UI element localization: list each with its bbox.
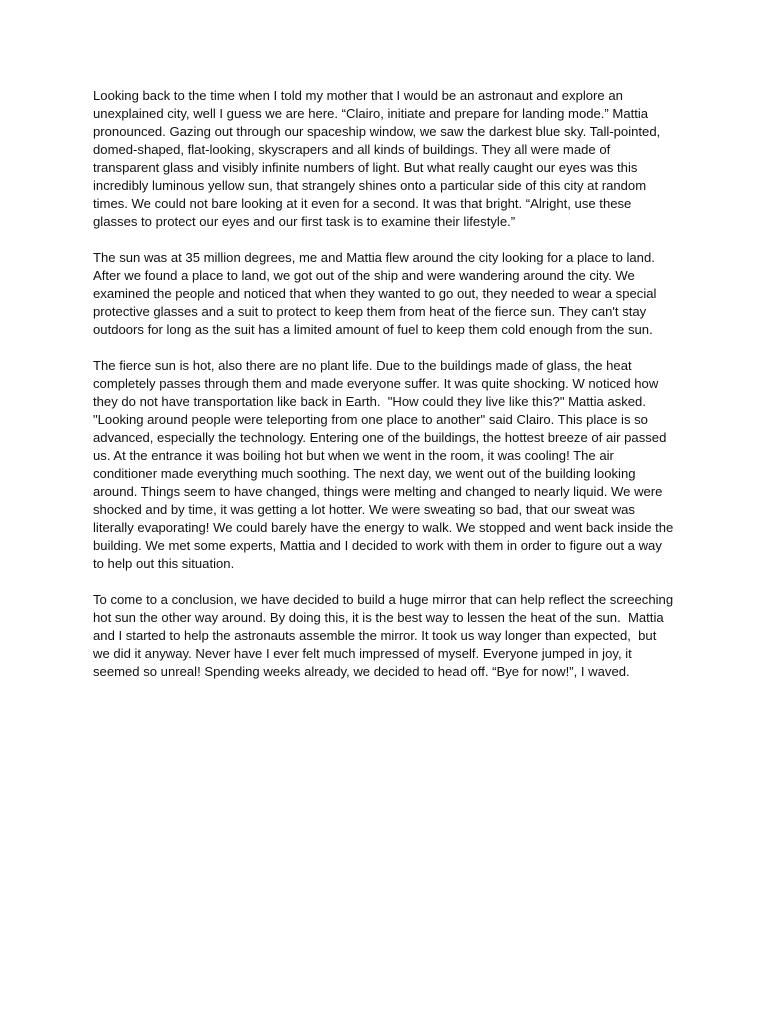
paragraph-1: Looking back to the time when I told my mother that I would be an astronaut and explore an unexplained city, well I guess we are here. “Clairo, initiate and prepare for landing mode.” Mattia pronounced. Gazing out through our spaceship window, we saw the darkest blue sky. Tall-pointed, domed-shaped, flat-looking, skyscrapers and all kinds of buildings. They all were made of transparent glass and visibly infinite numbers of light. But what really caught our eyes was this incredibly luminous yellow sun, that strangely shines onto a particular side of this city at random times. We could not bare looking at it even for a second. It was that bright. “Alright, use these glasses to protect our eyes and our first task is to examine their lifestyle.” bbox=[93, 88, 664, 229]
paragraph-3: The fierce sun is hot, also there are no plant life. Due to the buildings made of glass, the heat completely passes through them and made everyone suffer. It was quite shocking. W noticed how they do not have transportation like back in Earth. "How could they live like this?" Mattia asked. "Looking around people were teleporting from one place to another" said Clairo. This place is so advanced, especially the technology. Entering one of the buildings, the hottest breeze of air passed us. At the entrance it was boiling hot but when we went in the room, it was cooling! The air conditioner made everything much soothing. The next day, we went out of the building looking around. Things seem to have changed, things were melting and changed to nearly liquid. We were shocked and by time, it was getting a lot hotter. We were sweating so bad, that our sweat was literally evaporating! We could barely have the energy to walk. We stopped and went back inside the building. We met some experts, Mattia and I decided to work with them in order to figure out a way to help out this situation. bbox=[93, 358, 677, 571]
document-body bbox=[93, 87, 675, 681]
paragraph-4: To come to a conclusion, we have decided to build a huge mirror that can help reflect the screeching hot sun the other way around. By doing this, it is the best way to lessen the heat of the sun. Mattia and I started to help the astronauts assemble the mirror. It took us way longer than expected, but we did it anyway. Never have I ever felt much impressed of myself. Everyone jumped in joy, it seemed so unreal! Spending weeks already, we decided to head off. “Bye for now!”, I waved. bbox=[93, 592, 677, 679]
paragraph-2: The sun was at 35 million degrees, me and Mattia flew around the city looking for a place to land. After we found a place to land, we got out of the ship and were wandering around the city. We examined the people and noticed that when they wanted to go out, they needed to wear a special protective glasses and a suit to protect to keep them from heat of the fierce sun. They can't stay outdoors for long as the suit has a limited amount of fuel to keep them cold enough from the sun. bbox=[93, 250, 661, 337]
